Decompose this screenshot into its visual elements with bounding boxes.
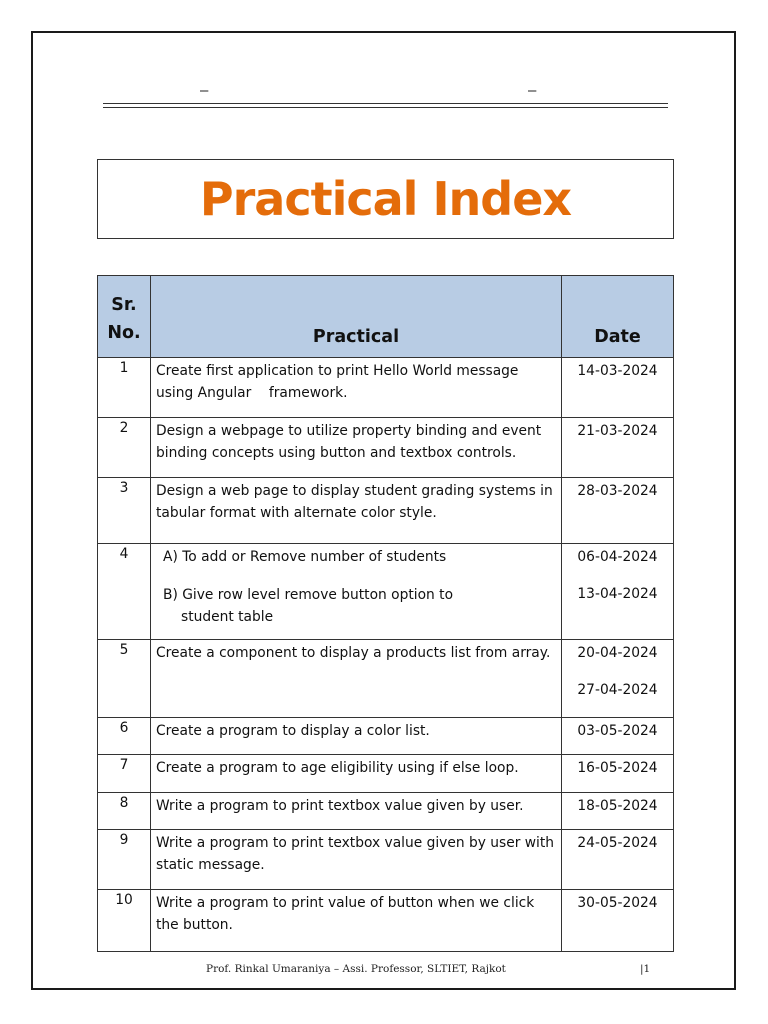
row-number: 1 — [98, 358, 151, 418]
row-date: 03-05-2024 — [562, 718, 674, 755]
row-practical — [151, 544, 562, 640]
row-practical: Write a program to print textbox value given by user with static message. — [151, 830, 562, 890]
table-row — [98, 755, 674, 793]
page-title: Practical Index — [199, 172, 572, 226]
table-row — [98, 358, 674, 418]
row-practical: Create a component to display a products list from array. — [151, 640, 562, 718]
header-rule-bottom — [103, 107, 668, 108]
row-practical: Write a program to print textbox value given by user. — [151, 793, 562, 830]
row-date-first: 20-04-2024 — [577, 645, 658, 661]
title-box — [97, 159, 674, 239]
header-rule-top — [103, 103, 668, 104]
header-srno-line2: No. — [107, 323, 141, 343]
row-date-second: 27-04-2024 — [577, 682, 658, 698]
header-date: Date — [562, 276, 674, 358]
header-dash-right: – — [528, 82, 537, 99]
table-row — [98, 830, 674, 890]
row-number: 2 — [98, 418, 151, 478]
row-date: 30-05-2024 — [562, 890, 674, 952]
row-number: 5 — [98, 640, 151, 718]
row-date — [562, 544, 674, 640]
header-srno-line1: Sr. — [111, 295, 137, 315]
footer-credit: Prof. Rinkal Umaraniya – Assi. Professor, SLTIET, Rajkot — [206, 963, 506, 975]
row-practical: Design a webpage to utilize property binding and event binding concepts using button and textbox controls. — [151, 418, 562, 478]
row-practical: Create first application to print Hello World message using Angular framework. — [151, 358, 562, 418]
table-row — [98, 890, 674, 952]
row-practical: Write a program to print value of button when we click the button. — [151, 890, 562, 952]
row-practical-part-b-line2: student table — [181, 609, 274, 625]
row-date-second: 13-04-2024 — [577, 586, 658, 602]
row-number: 8 — [98, 793, 151, 830]
row-number: 4 — [98, 544, 151, 640]
row-date: 24-05-2024 — [562, 830, 674, 890]
table-row — [98, 544, 674, 640]
page-number: |1 — [640, 963, 651, 975]
row-practical: Create a program to age eligibility using if else loop. — [151, 755, 562, 793]
header-dash-left: – — [200, 82, 209, 99]
table-row — [98, 478, 674, 544]
row-practical-part-a: A) To add or Remove number of students — [163, 549, 447, 565]
header-srno — [98, 276, 151, 358]
header-practical: Practical — [151, 276, 562, 358]
row-practical: Design a web page to display student grading systems in tabular format with alternate color style. — [151, 478, 562, 544]
row-practical-part-b-line1: B) Give row level remove button option to — [163, 587, 454, 603]
row-practical: Create a program to display a color list. — [151, 718, 562, 755]
row-number: 10 — [98, 890, 151, 952]
table-row — [98, 640, 674, 718]
row-date: 14-03-2024 — [562, 358, 674, 418]
row-number: 9 — [98, 830, 151, 890]
table-row — [98, 418, 674, 478]
row-number: 3 — [98, 478, 151, 544]
row-number: 7 — [98, 755, 151, 793]
practical-index-table — [97, 275, 674, 952]
row-date: 28-03-2024 — [562, 478, 674, 544]
table-header-row — [98, 276, 674, 358]
row-date: 16-05-2024 — [562, 755, 674, 793]
row-date: 21-03-2024 — [562, 418, 674, 478]
row-number: 6 — [98, 718, 151, 755]
table-row — [98, 718, 674, 755]
table-row — [98, 793, 674, 830]
row-practical-part-b — [156, 584, 555, 628]
row-date: 18-05-2024 — [562, 793, 674, 830]
row-date-first: 06-04-2024 — [577, 549, 658, 565]
row-date — [562, 640, 674, 718]
